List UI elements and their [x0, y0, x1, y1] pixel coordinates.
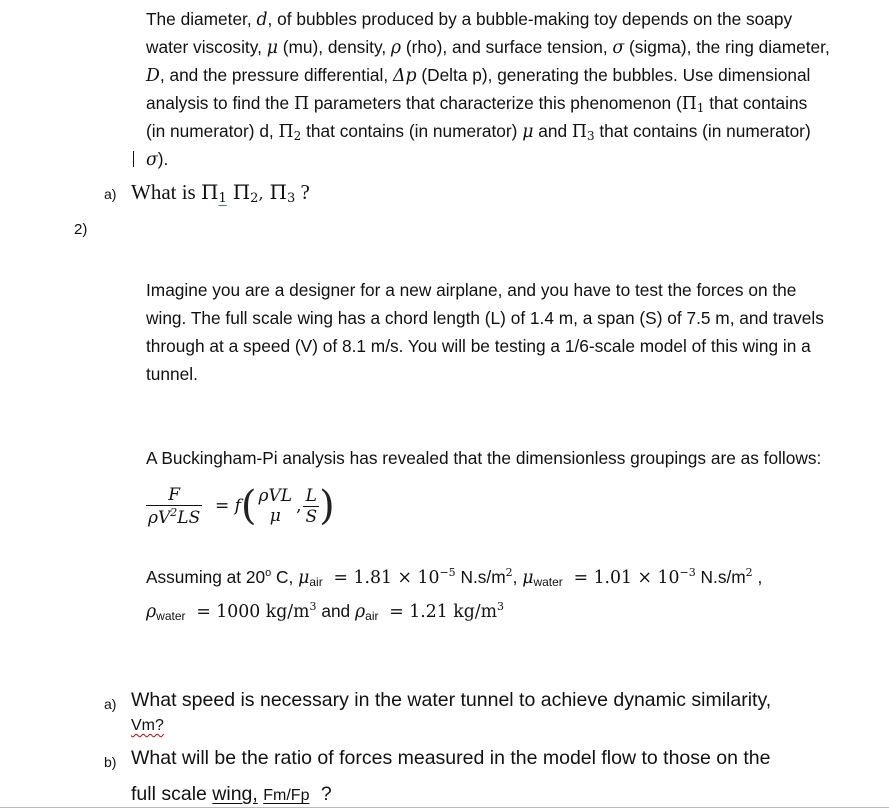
unit: N.s/m — [455, 567, 506, 587]
question-label: b) — [104, 754, 117, 770]
mu-air-value: = 1.81 × 10 — [333, 568, 440, 588]
text: parameters that characterize this phenomenon ( — [309, 93, 682, 113]
p2-buckingham-line: A Buckingham-Pi analysis has revealed that the dimensionless groupings are as follows: — [146, 448, 822, 468]
subscript: 1 — [696, 101, 705, 115]
math-rho: ρ — [390, 38, 402, 58]
math-mu: μ — [522, 568, 534, 588]
question-mark: ? — [320, 783, 332, 805]
text: , and the pressure differential, — [159, 65, 393, 85]
numerator: F — [168, 484, 180, 505]
denominator: ρV — [148, 507, 171, 528]
math-mu: μ — [522, 122, 534, 142]
subscript: air — [365, 609, 379, 623]
degree: o — [265, 567, 272, 579]
p2-question-b-line-1: What will be the ratio of forces measured in the model flow to those on the — [131, 747, 771, 769]
p1-line-5 — [146, 117, 811, 150]
math-pi: Π — [571, 122, 587, 142]
math-D: D — [146, 66, 160, 86]
p1-line-6 — [146, 145, 168, 174]
denominator: S — [305, 506, 318, 527]
problem-number: 2) — [74, 221, 88, 238]
math-sigma: σ — [612, 38, 625, 58]
question-label: a) — [104, 696, 117, 712]
text: and — [316, 601, 355, 621]
force-ratio: Fm/Fp — [263, 787, 310, 804]
subscript: 3 — [287, 191, 296, 206]
arg2-fraction — [303, 486, 319, 527]
text: What is — [131, 180, 201, 204]
rho-air-value: = 1.21 kg/m — [389, 602, 497, 622]
subscript: 2 — [250, 191, 259, 206]
comma: , — [296, 496, 302, 516]
text: that contains (in numerator) — [594, 121, 811, 141]
exponent: −5 — [439, 566, 456, 579]
text: analysis to find the — [146, 93, 294, 113]
p2-question-a-line-1: What speed is necessary in the water tunnel to achieve dynamic similarity, — [131, 689, 772, 711]
exponent: 2 — [745, 566, 753, 579]
math-mu: μ — [298, 568, 310, 588]
rho-water-value: = 1000 kg/m — [196, 602, 310, 622]
denominator-tail: LS — [177, 507, 201, 528]
exponent: 2 — [505, 566, 513, 579]
subscript: 1 — [218, 191, 227, 206]
underlined-word: wing, — [212, 783, 258, 805]
text: ? — [295, 180, 310, 204]
denominator: μ — [269, 506, 281, 526]
math-sigma: σ — [146, 150, 158, 170]
subscript: 2 — [293, 129, 302, 143]
numerator: L — [305, 485, 317, 506]
page-edge — [0, 807, 889, 808]
text: full scale — [131, 783, 213, 805]
arg1-fraction — [257, 486, 295, 526]
math-pi: Π — [293, 94, 310, 114]
exponent: 3 — [496, 600, 504, 613]
text: (sigma), the ring diameter, — [624, 37, 830, 57]
text: and — [533, 121, 572, 141]
buckingham-equation — [146, 483, 335, 543]
unit: N.s/m — [695, 567, 746, 587]
math-pi: Π — [269, 180, 287, 204]
math-pi: Π — [232, 180, 251, 204]
comma: , — [258, 184, 264, 203]
math-delta-p: Δp — [392, 66, 417, 86]
math-d: d — [256, 10, 268, 30]
subscript: 3 — [586, 129, 595, 143]
vm-label: Vm? — [131, 717, 164, 734]
subscript: water — [533, 575, 563, 589]
text: ). — [157, 149, 169, 169]
math-pi: Π — [200, 180, 219, 204]
text: (mu), density, — [277, 37, 391, 57]
exponent: 3 — [309, 600, 317, 613]
subscript: water — [156, 609, 186, 623]
p2-intro-4: tunnel. — [146, 364, 198, 384]
p2-intro-2: wing. The full scale wing has a chord length (L) of 1.4 m, a span (S) of 7.5 m, and travels — [146, 308, 824, 328]
text: , — [752, 567, 763, 587]
math-pi: Π — [681, 94, 697, 114]
text: (Delta p), generating the bubbles. Use dimensional — [416, 65, 811, 85]
text: water viscosity, — [146, 37, 267, 57]
p2-question-b-line-2 — [131, 783, 332, 806]
exponent: −3 — [679, 566, 696, 579]
text: that contains — [704, 93, 808, 113]
text: (in numerator) d, — [146, 121, 279, 141]
text: Assuming at 20 — [146, 567, 266, 587]
text: The diameter, — [146, 9, 257, 29]
numerator: ρVL — [258, 486, 293, 506]
math-mu: μ — [266, 38, 278, 58]
p1-question-a — [131, 180, 310, 206]
text: , — [512, 567, 523, 587]
p2-intro-3: through at a speed (V) of 8.1 m/s. You will be testing a 1/6-scale model of this wing in a — [146, 336, 811, 356]
exponent: 2 — [170, 505, 178, 519]
text-cursor — [133, 151, 134, 167]
p2-question-a-line-2 — [131, 717, 164, 735]
p1-line-2 — [146, 33, 830, 62]
subscript: air — [309, 575, 323, 589]
p1-line-3 — [146, 61, 810, 90]
left-paren: ( — [240, 483, 257, 529]
math-rho: ρ — [354, 602, 366, 622]
p2-intro-1: Imagine you are a designer for a new airplane, and you have to test the forces on the — [146, 280, 797, 300]
math-rho: ρ — [146, 602, 157, 622]
assumptions-line-1 — [146, 566, 762, 589]
equals-f: = f — [214, 496, 241, 516]
assumptions-line-2 — [146, 600, 504, 623]
text: (rho), and surface tension, — [401, 37, 613, 57]
text: that contains (in numerator) — [301, 121, 523, 141]
math-pi: Π — [278, 122, 294, 142]
text: , of bubbles produced by a bubble-making toy depends on the soapy — [267, 9, 793, 29]
lhs-fraction — [146, 485, 202, 528]
right-paren: ) — [319, 483, 335, 529]
p1-line-1 — [146, 5, 792, 34]
text: C, — [271, 567, 299, 587]
question-label: a) — [104, 186, 117, 202]
mu-water-value: = 1.01 × 10 — [573, 568, 680, 588]
